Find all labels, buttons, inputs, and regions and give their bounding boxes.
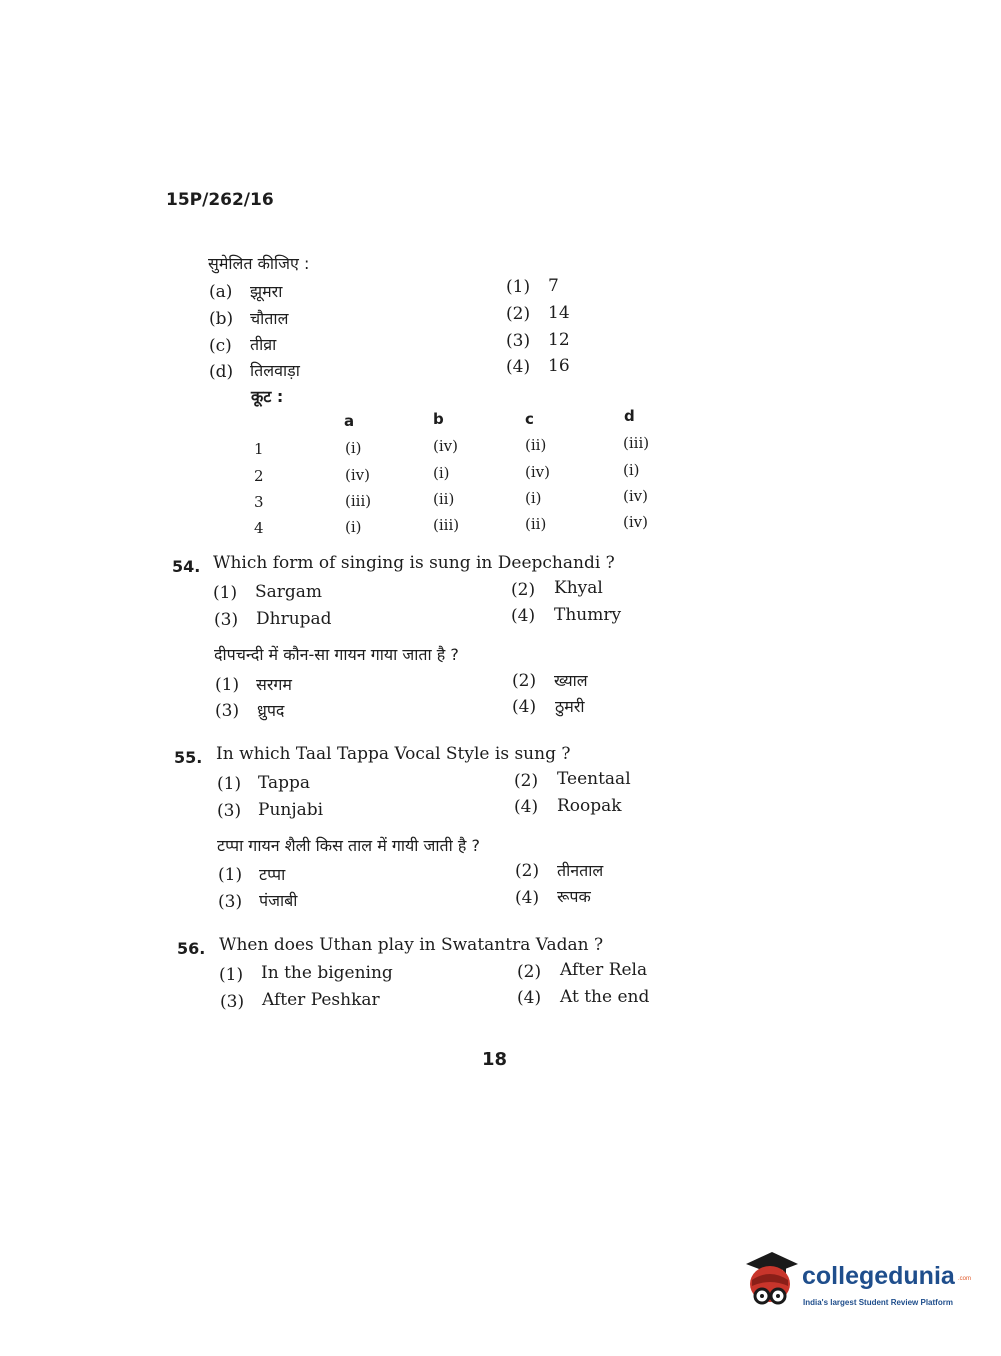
- brand-suffix: .com: [958, 1276, 972, 1282]
- q56-opt-text: In the bigening: [261, 963, 393, 983]
- q55-opt-label: (1): [217, 774, 242, 794]
- q55-opt-text: Punjabi: [258, 800, 324, 820]
- code-header-c: c: [525, 410, 534, 428]
- q53-right-label-2: (2): [506, 304, 531, 324]
- code-cell: (ii): [433, 490, 455, 508]
- q54-opt-text-hi: ध्रुपद: [257, 701, 285, 720]
- code-cell: (i): [623, 461, 640, 479]
- code-cell: (ii): [525, 436, 547, 454]
- q56-opt-text: After Rela: [560, 960, 648, 980]
- q55-opt-label: (3): [217, 801, 242, 821]
- code-cell: (iii): [433, 516, 460, 534]
- paper-code: 15P/262/16: [166, 190, 274, 210]
- q53-code-label: कूट :: [251, 387, 284, 406]
- q55-opt-label-hi: (1): [218, 865, 243, 885]
- code-header-a: a: [344, 412, 355, 430]
- q56-number: 56.: [177, 939, 206, 958]
- code-cell: (i): [345, 439, 362, 457]
- q53-left-label-b: (b): [209, 309, 234, 329]
- code-cell: (iv): [433, 437, 458, 455]
- q56-opt-label: (3): [220, 992, 245, 1012]
- code-cell: (iv): [525, 463, 550, 481]
- code-row-num: 2: [254, 467, 264, 485]
- q54-opt-text-hi: ठुमरी: [555, 697, 585, 716]
- code-header-b: b: [433, 410, 444, 428]
- q55-opt-label: (2): [514, 771, 539, 791]
- code-cell: (iii): [623, 434, 650, 452]
- q53-right-text-3: 12: [548, 330, 570, 350]
- q53-right-label-1: (1): [506, 277, 531, 297]
- code-cell: (i): [525, 489, 542, 507]
- code-cell: (iv): [623, 487, 648, 505]
- q54-opt-text: Dhrupad: [256, 609, 332, 629]
- q55-opt-label-hi: (4): [515, 888, 540, 908]
- q55-opt-label: (4): [514, 797, 539, 817]
- q55-opt-label-hi: (2): [515, 861, 540, 881]
- brand-name: collegedunia: [802, 1262, 955, 1290]
- code-row-num: 1: [254, 440, 264, 458]
- q53-instruction: सुमेलित कीजिए :: [208, 254, 310, 273]
- q53-left-label-a: (a): [209, 282, 233, 302]
- q54-opt-label: (4): [511, 606, 536, 626]
- code-cell: (i): [345, 518, 362, 536]
- q55-opt-label-hi: (3): [218, 892, 243, 912]
- q54-number: 54.: [172, 557, 201, 576]
- page-number: 18: [482, 1049, 508, 1070]
- code-row-num: 3: [254, 493, 264, 511]
- q55-question-hi: टप्पा गायन शैली किस ताल में गायी जाती है ?: [217, 836, 480, 855]
- q56-opt-text: After Peshkar: [262, 990, 380, 1010]
- q54-opt-text: Thumry: [554, 605, 622, 625]
- q56-opt-label: (4): [517, 988, 542, 1008]
- q54-opt-label-hi: (3): [215, 701, 240, 721]
- q53-right-text-2: 14: [548, 303, 570, 323]
- q53-left-text-c: तीव्रा: [250, 335, 277, 354]
- q53-right-text-1: 7: [548, 276, 559, 296]
- q56-opt-text: At the end: [560, 987, 650, 1007]
- q54-opt-label-hi: (4): [512, 697, 537, 717]
- code-cell: (i): [433, 464, 450, 482]
- q53-right-label-4: (4): [506, 357, 531, 377]
- q55-opt-text: Tappa: [258, 773, 311, 793]
- q53-right-text-4: 16: [548, 356, 570, 376]
- q53-left-label-d: (d): [209, 362, 234, 382]
- q55-opt-text-hi: पंजाबी: [259, 891, 298, 910]
- code-cell: (iv): [345, 466, 370, 484]
- q54-opt-label: (1): [213, 583, 238, 603]
- mascot-icon: [740, 1250, 802, 1312]
- q53-left-text-b: चौताल: [250, 309, 289, 328]
- q53-left-text-d: तिलवाड़ा: [250, 361, 300, 380]
- q54-opt-label: (3): [214, 610, 239, 630]
- q55-number: 55.: [174, 748, 203, 767]
- q53-right-label-3: (3): [506, 331, 531, 351]
- code-cell: (ii): [525, 515, 547, 533]
- q54-opt-label-hi: (1): [215, 675, 240, 695]
- q54-opt-label: (2): [511, 580, 536, 600]
- q53-left-label-c: (c): [209, 336, 232, 356]
- code-row-num: 4: [254, 519, 264, 537]
- q55-opt-text-hi: रूपक: [557, 887, 591, 906]
- q55-opt-text: Teentaal: [557, 769, 631, 789]
- q54-opt-text: Sargam: [255, 582, 323, 602]
- q55-opt-text-hi: टप्पा: [259, 865, 286, 884]
- brand-tagline: India's largest Student Review Platform: [803, 1298, 953, 1307]
- q54-opt-text: Khyal: [554, 578, 603, 598]
- q55-opt-text-hi: तीनताल: [557, 861, 604, 880]
- q56-question-en: When does Uthan play in Swatantra Vadan ?: [219, 935, 604, 955]
- q54-opt-text-hi: ख्याल: [554, 671, 588, 690]
- code-cell: (iv): [623, 513, 648, 531]
- q54-question-en: Which form of singing is sung in Deepchandi ?: [213, 553, 615, 573]
- q55-question-en: In which Taal Tappa Vocal Style is sung ?: [216, 744, 571, 764]
- q56-opt-label: (2): [517, 962, 542, 982]
- q54-opt-text-hi: सरगम: [256, 675, 292, 694]
- q56-opt-label: (1): [219, 965, 244, 985]
- q54-opt-label-hi: (2): [512, 671, 537, 691]
- q53-left-text-a: झूमरा: [250, 282, 283, 301]
- q54-question-hi: दीपचन्दी में कौन-सा गायन गाया जाता है ?: [214, 645, 459, 664]
- code-cell: (iii): [345, 492, 372, 510]
- code-header-d: d: [624, 407, 635, 425]
- q55-opt-text: Roopak: [557, 796, 622, 816]
